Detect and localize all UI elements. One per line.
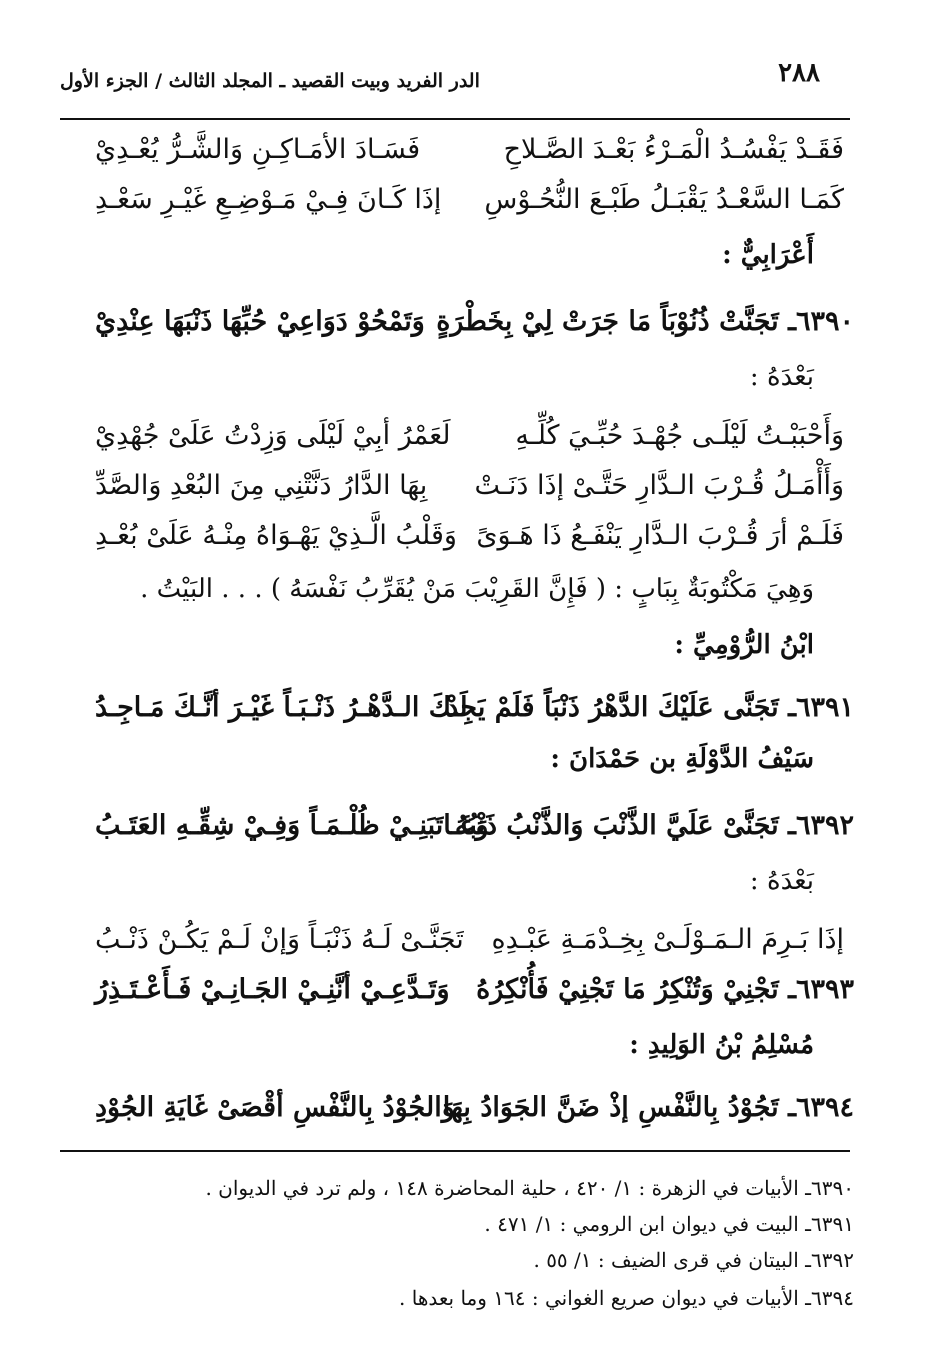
- verse-first-hemistich: إذَا بَـرِمَ الـمَـوْلَـىْ بِخِـدْمَـةِ عَبْـدِهِ: [491, 924, 844, 955]
- verse-first-hemistich: وَأَأْمَـلُ قُـرْبَ الـدَّارِ حَتَّـىْ إذَا دَنَـتْ: [474, 470, 844, 501]
- poet-heading: ابْنُ الرُّوْمِيِّ :: [674, 630, 814, 660]
- verse-first-hemistich: كَمَـا السَّعْـدُ يَقْبَـلُ طَبْـعَ النُّحُـوْسِ: [484, 184, 844, 215]
- verse-second-hemistich: فَسَـادَ الأمَـاكِـنِ وَالشَّـرُّ يُعْـدِيْ: [95, 134, 421, 165]
- footnote: ٦٣٩٤ـ الأبيات في ديوان صريع الغواني : ١٦٤ وما بعدها .: [399, 1286, 854, 1310]
- verse-second-hemistich: لَعَمْرُ أبِيْ لَيْلَى وَزِدْتُ عَلَىْ جُهْدِيْ: [95, 420, 451, 451]
- verse-line: [0, 176, 944, 224]
- verse-line: [0, 916, 944, 964]
- footnote-rule: [60, 1150, 850, 1152]
- verse-first-hemistich: ٦٣٩١ـ تَجَنَّى عَلَيْكَ الدَّهْرُ ذَنْبَاً فَلَمْ يَجِدْ: [446, 692, 854, 723]
- verse-first-hemistich: ٦٣٩٢ـ تَجَنَّىْ عَلَيَّ الذَّنْبَ وَالذَّنْبُ ذَنْبُهُ: [454, 810, 854, 841]
- verse-first-hemistich: فَقَـدْ يَفْسُـدُ الْمَـرْءُ بَعْـدَ الصَّـلاحِ: [503, 134, 844, 165]
- prose-note: وَهِيَ مَكْتُوبَةٌ بِبَابٍ : ( فَإِنَّ القَرِيْبَ مَنْ يُقَرِّبُ نَفْسَهُ ) . . . البَيْتُ .: [140, 574, 814, 604]
- verse-line-numbered: [0, 1084, 944, 1132]
- verse-second-hemistich: وَالجُوْدُ بِالنَّفْسِ أقْصَىْ غَايَةِ الجُوْدِ: [95, 1092, 455, 1123]
- verse-first-hemistich: ٦٣٩٠ـ تَجَنَّتْ ذُنُوْبَاً مَا جَرَتْ لِيْ بِخَطْرَةٍ: [436, 306, 854, 337]
- verse-line: [0, 126, 944, 174]
- verse-line-numbered: [0, 802, 944, 850]
- footnote: ٦٣٩١ـ البيت في ديوان ابن الرومي : ١/ ٤٧١ .: [484, 1212, 854, 1236]
- poet-heading: مُسْلِمُ بْنُ الوَلِيدِ :: [629, 1030, 814, 1060]
- verse-second-hemistich: وَعَـاتَبَنِـيْ ظُلْـمَـاً وَفِـيْ شِقِّـهِ العَتَـبُ: [95, 810, 489, 841]
- section-label: بَعْدَهُ :: [749, 362, 814, 392]
- header-rule: [60, 118, 850, 120]
- footnote: ٦٣٩٠ـ الأبيات في الزهرة : ١/ ٤٢٠ ، حلية المحاضرة ١٤٨ ، ولم ترد في الديوان .: [205, 1176, 854, 1200]
- footnote: ٦٣٩٢ـ البيتان في قرى الضيف : ١/ ٥٥ .: [533, 1248, 854, 1272]
- verse-first-hemistich: فَلَـمْ أرَ قُـرْبَ الـدَّارِ يَنْفَـعُ ذَا هَـوَىً: [476, 520, 844, 551]
- page-header: [60, 58, 820, 102]
- verse-line: [0, 512, 944, 560]
- verse-first-hemistich: ٦٣٩٣ـ تَجْنِيْ وَتُنْكِرُ مَا تَجْنِيْ فَأُنْكِرُهُ: [476, 974, 854, 1005]
- verse-second-hemistich: إذَا كَـانَ فِـيْ مَـوْضِـعِ غَيْـرِ سَعْـدِ: [95, 184, 442, 215]
- verse-first-hemistich: وَأَحْبَبْـتُ لَيْلَـى جُهْـدَ حُبِّـيَ كُلِّـهِ: [515, 420, 844, 451]
- verse-second-hemistich: بِهَا الدَّارُ دَنَّتْنِي مِنَ البُعْدِ وَالصَّدِّ: [95, 470, 428, 501]
- verse-line: [0, 462, 944, 510]
- verse-line-numbered: [0, 298, 944, 346]
- page-number: ٢٨٨: [778, 58, 820, 88]
- verse-line-numbered: [0, 966, 944, 1014]
- verse-line: [0, 412, 944, 460]
- poet-heading: سَيْفُ الدَّوْلَةِ بن حَمْدَانَ :: [550, 744, 814, 774]
- verse-first-hemistich: ٦٣٩٤ـ تَجُوْدُ بِالنَّفْسِ إذْ ضَنَّ الجَوَادُ بِهَا: [442, 1092, 854, 1123]
- poet-heading: أَعْرَابِيٌّ :: [722, 240, 814, 270]
- verse-second-hemistich: تَجَنَّـىْ لَـهُ ذَنْبَـاً وَإنْ لَـمْ يَكُـنْ ذَنْـبُ: [95, 924, 464, 955]
- running-title: الدر الفريد وبيت القصيد ـ المجلد الثالث / الجزء الأول: [60, 70, 480, 92]
- verse-second-hemistich: وَتَمْحُوْ دَوَاعِيْ حُبِّهَا ذَنْبَهَا عِنْدِيْ: [95, 306, 425, 337]
- verse-second-hemistich: وَتَـدَّعِـيْ أنَّنِـيْ الجَـانِـيْ فَـأَعْـتَـذِرُ: [95, 974, 450, 1005]
- verse-line-numbered: [0, 684, 944, 732]
- verse-second-hemistich: وَقَلْبُ الَّـذِيْ يَهْـوَاهُ مِنْـهُ عَلَىْ بُعْـدِ: [95, 520, 457, 551]
- verse-second-hemistich: لَـكَ الـدَّهْـرُ ذَنْـبَـاً غَيْـرَ أنَّـكَ مَـاجِـدُ: [95, 692, 468, 723]
- section-label: بَعْدَهُ :: [749, 866, 814, 896]
